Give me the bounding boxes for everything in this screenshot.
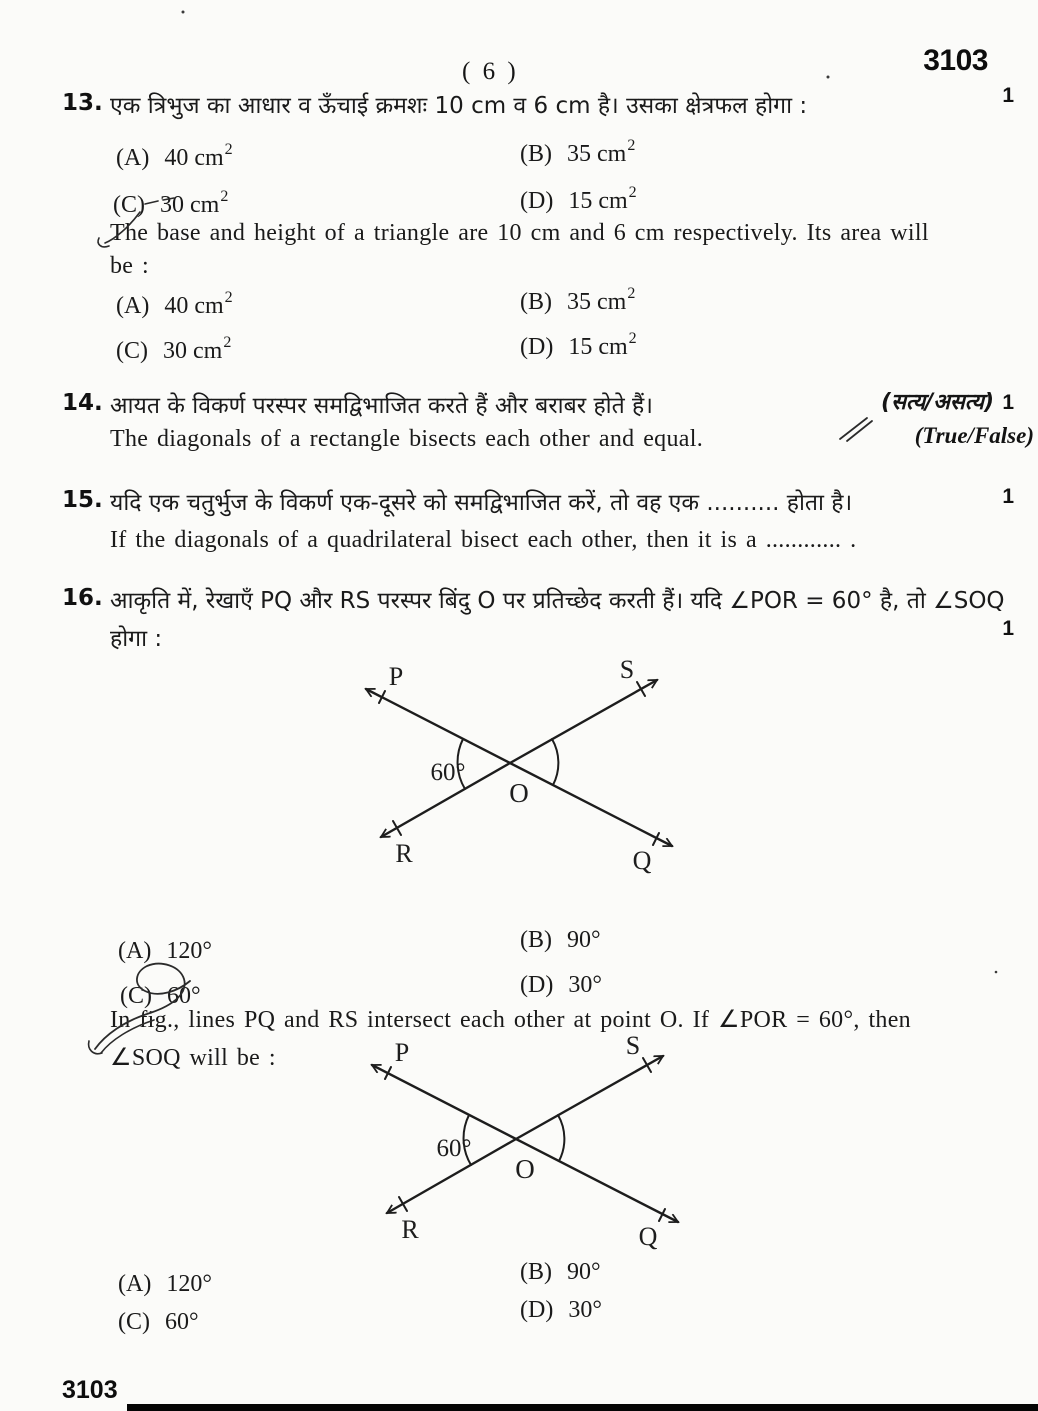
q15-marks: 1 — [1002, 485, 1014, 508]
q13-option-b-english — [520, 285, 636, 316]
scan-speck — [827, 76, 830, 79]
q14-truefalse-english: (True/False) — [914, 423, 1034, 448]
q16-marks: 1 — [1002, 617, 1014, 640]
paper-code-top: 3103 — [923, 44, 988, 77]
label-angle-60: 60° — [430, 759, 466, 786]
q14-number: 14. — [62, 390, 103, 416]
option-label: (A) — [116, 145, 150, 171]
ray-oq — [516, 1139, 678, 1222]
label-s: S — [625, 1034, 641, 1060]
option-label: (B) — [520, 289, 552, 315]
q13-option-b-hindi — [520, 137, 636, 168]
option-value: 30 $cm^2$ — [163, 334, 232, 364]
option-label: (B) — [520, 1259, 552, 1285]
option-label: (C) — [116, 338, 148, 364]
q14-text-english: The diagonals of a rectangle bisects each other and equal. — [110, 426, 703, 452]
paper-code-footer: 3103 — [62, 1376, 118, 1404]
option-label: (B) — [520, 141, 552, 167]
q13-option-d-english — [520, 330, 637, 361]
q13-text-hindi: एक त्रिभुज का आधार व ऊँचाई क्रमशः 10 cm व 6 cm है। उसका क्षेत्रफल होगा : — [110, 93, 808, 119]
option-label: (C) — [113, 192, 145, 218]
q13-option-c-hindi — [113, 188, 229, 219]
q15-text-hindi: यदि एक चतुर्भुज के विकर्ण एक-दूसरे को समद्विभाजित करें, तो वह एक .......... होता है। — [110, 490, 853, 516]
scan-speck — [995, 971, 998, 974]
option-value: 60° — [165, 1309, 199, 1335]
label-o: O — [509, 778, 529, 808]
option-label: (C) — [120, 983, 152, 1009]
option-label: (A) — [116, 293, 150, 319]
q16-option-d-english — [520, 1297, 602, 1324]
q16-option-b-english — [520, 1259, 601, 1286]
label-q: Q — [638, 1222, 658, 1251]
superscript: 2 — [628, 330, 637, 347]
q13-text-english-line1: The base and height of a triangle are 10 cm and 6 cm respectively. Its area will — [110, 220, 929, 246]
option-label: (D) — [520, 188, 554, 214]
pen-mark-q13-curl — [98, 238, 109, 247]
option-value: 90° — [567, 1259, 601, 1285]
option-value: 90° — [567, 927, 601, 953]
option-value: 30° — [568, 972, 602, 998]
q13-text-english-line2: be : — [110, 253, 150, 279]
option-value: 120° — [166, 1271, 212, 1297]
option-label: (A) — [118, 938, 152, 964]
superscript: 2 — [220, 188, 229, 205]
label-q: Q — [632, 846, 652, 875]
pen-mark-q16-hook — [89, 1041, 102, 1054]
option-value: 60° — [167, 983, 201, 1009]
q13-option-d-hindi — [520, 184, 637, 215]
q13-number: 13. — [62, 90, 103, 116]
q14-text-hindi: आयत के विकर्ण परस्पर समद्विभाजित करते हैं और बराबर होते हैं। — [110, 393, 653, 419]
page-number: ( 6 ) — [462, 58, 519, 85]
ray-oq — [510, 763, 672, 846]
option-value: 40 $cm^2$ — [164, 289, 233, 319]
q16-option-c-english — [118, 1309, 199, 1336]
q13-option-a-hindi — [116, 141, 233, 172]
ray-os — [510, 680, 657, 763]
label-r: R — [395, 839, 413, 868]
q13-option-a-english — [116, 289, 233, 320]
ray-os — [516, 1056, 663, 1139]
option-value: 30 $cm^2$ — [160, 188, 229, 218]
page-bottom-edge-line — [127, 1404, 1038, 1411]
q16-option-b-hindi — [520, 927, 601, 954]
label-angle-60: 60° — [436, 1135, 472, 1162]
label-p: P — [394, 1038, 410, 1067]
superscript: 2 — [224, 289, 233, 306]
option-value: 30° — [568, 1297, 602, 1323]
option-value: 15 $cm^2$ — [568, 184, 637, 214]
scan-speck — [182, 11, 185, 14]
option-label: (D) — [520, 334, 554, 360]
q13-option-c-english — [116, 334, 232, 365]
superscript: 2 — [627, 137, 636, 154]
tick-marks — [379, 682, 659, 845]
intersecting-lines-figure-2 — [336, 1034, 736, 1259]
q13-marks: 1 — [1002, 84, 1014, 107]
superscript: 2 — [627, 285, 636, 302]
q16-option-a-english — [118, 1271, 212, 1298]
option-value: 35 $cm^2$ — [567, 285, 636, 315]
q16-number: 16. — [62, 585, 103, 611]
tick-marks — [385, 1058, 665, 1221]
q16-text-english-line1: In fig., lines PQ and RS intersect each other at point O. If ∠POR = 60°, then — [110, 1007, 911, 1033]
q16-text-hindi-line1: आकृति में, रेखाएँ PQ और RS परस्पर बिंदु O पर प्रतिच्छेद करती हैं। यदि ∠POR = 60° है, तो ∠SOQ — [110, 588, 1005, 614]
option-value: 40 $cm^2$ — [164, 141, 233, 171]
q14-marks: 1 — [1002, 391, 1014, 414]
q16-option-d-hindi — [520, 972, 602, 999]
label-r: R — [401, 1215, 419, 1244]
label-s: S — [619, 658, 635, 684]
ray-op — [366, 689, 510, 763]
pen-mark-q14-check — [840, 418, 872, 441]
option-label: (C) — [118, 1309, 150, 1335]
q15-number: 15. — [62, 487, 103, 513]
q16-text-hindi-line2: होगा : — [110, 626, 163, 652]
label-o: O — [515, 1154, 535, 1184]
intersecting-lines-figure-1 — [330, 658, 730, 883]
q15-text-english: If the diagonals of a quadrilateral bisect each other, then it is a ............ . — [110, 527, 857, 553]
superscript: 2 — [223, 334, 232, 351]
q16-text-english-line2: ∠SOQ will be : — [110, 1045, 276, 1071]
ray-op — [372, 1065, 516, 1139]
q14-truefalse-hindi: (सत्य/असत्य) — [881, 390, 994, 415]
option-label: (D) — [520, 1297, 554, 1323]
option-value: 120° — [166, 938, 212, 964]
option-value: 35 $cm^2$ — [567, 137, 636, 167]
angle-arc-soq — [558, 1115, 564, 1161]
label-p: P — [388, 662, 404, 691]
option-label: (B) — [520, 927, 552, 953]
option-label: (D) — [520, 972, 554, 998]
angle-arc-soq — [552, 739, 558, 785]
superscript: 2 — [628, 184, 637, 201]
option-value: 15 $cm^2$ — [568, 330, 637, 360]
q16-option-a-hindi — [118, 938, 212, 965]
option-label: (A) — [118, 1271, 152, 1297]
superscript: 2 — [224, 141, 233, 158]
